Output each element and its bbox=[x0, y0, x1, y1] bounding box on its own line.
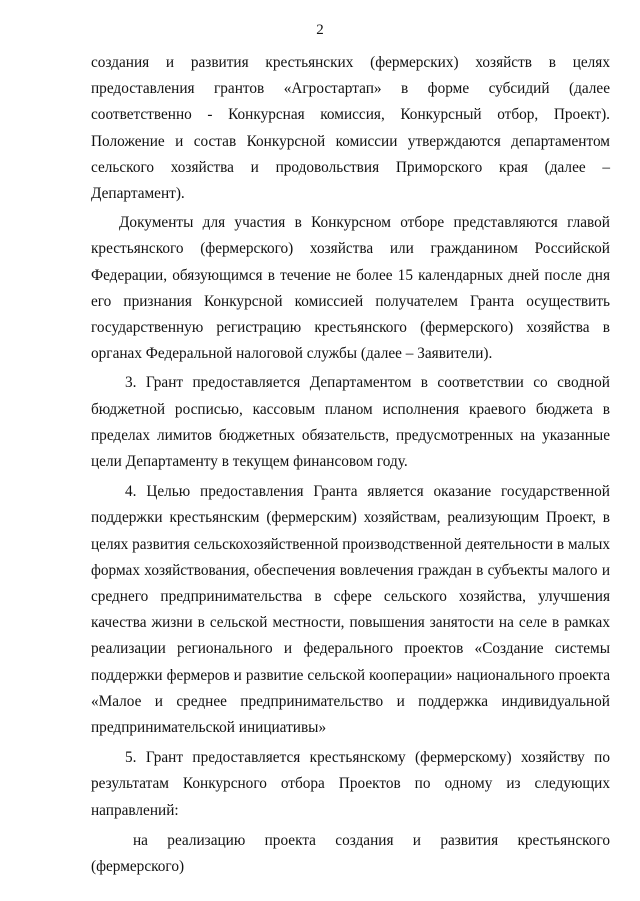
page-number: 2 bbox=[316, 22, 324, 38]
paragraph-documents: Документы для участия в Конкурсном отборе представляются главой крестьянского (фермерского) хозяйства или гражданином Российской Федерации, обязующимся в течение не более 15 календарных дней после дня его признания Конкурсной комиссией получателем Гранта осуществить государственную регистрацию крестьянского (фермерского) хозяйства в органах Федеральной налоговой службы (далее – Заявители). bbox=[91, 214, 610, 363]
paragraph-direction-1: на реализацию проекта создания и развития крестьянского (фермерского) bbox=[91, 831, 610, 876]
paragraph-item-5: 5. Грант предоставляется крестьянскому (фермерскому) хозяйству по результатам Конкурсного отбора Проектов по одному из следующих направлений: bbox=[91, 749, 610, 819]
paragraph-item-4: 4. Целью предоставления Гранта является оказание государственной поддержки крестьянским (фермерским) хозяйствам, реализующим Проект, в целях развития сельскохозяйственной производственной деятельности в малых формах хозяйствования, обеспечения вовлечения граждан в субъекты малого и среднего предпринимательства в сфере сельского хозяйства, улучшения качества жизни в сельской местности, повышения занятости на селе в рамках реализации регионального и федерального проектов «Создание системы поддержки фермеров и развитие сельской кооперации» национального проекта «Малое и среднее предпринимательство и поддержка индивидуальной предпринимательской инициативы» bbox=[91, 483, 610, 737]
document-body bbox=[91, 50, 610, 880]
paragraph-continuation: создания и развития крестьянских (фермерских) хозяйств в целях предоставления грантов «Агростартап» в форме субсидий (далее соответственно - Конкурсная комиссия, Конкурсный отбор, Проект). Положение и состав Конкурсной комиссии утверждаются департаментом сельского хозяйства и продовольствия Приморского края (далее – Департамент). bbox=[91, 54, 610, 203]
paragraph-item-3: 3. Грант предоставляется Департаментом в соответствии со сводной бюджетной росписью, кассовым планом исполнения краевого бюджета в пределах лимитов бюджетных обязательств, предусмотренных на указанные цели Департаменту в текущем финансовом году. bbox=[91, 374, 610, 471]
